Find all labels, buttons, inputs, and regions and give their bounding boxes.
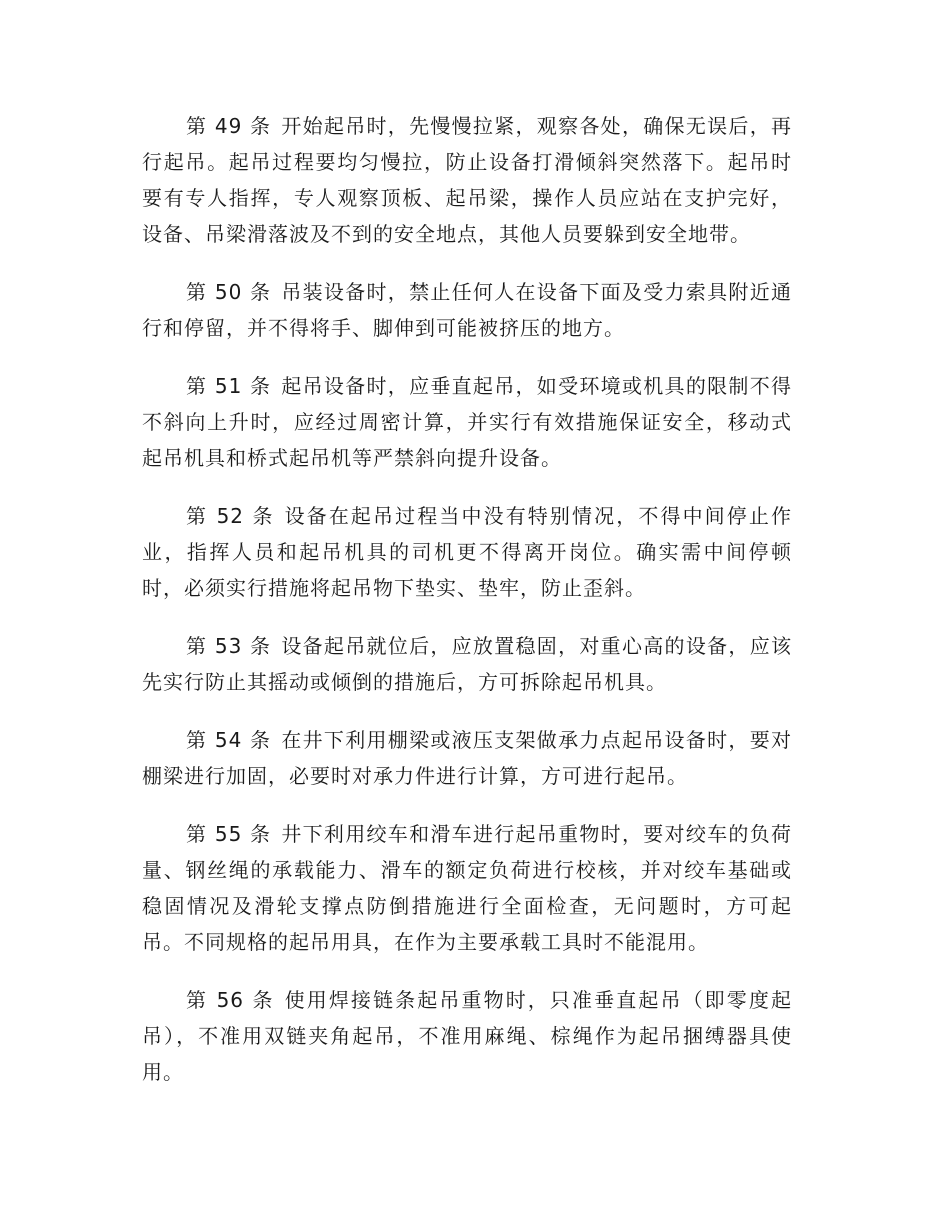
article-number: 第 50 条 (186, 280, 272, 304)
article-text: 开始起吊时，先慢慢拉紧，观察各处，确保无误后，再行起吊。起吊过程要均匀慢拉，防止设备打滑倾斜突然落下。起吊时要有专人指挥，专人观察顶板、起吊梁，操作人员应站在支护完好，设备、吊梁滑落波及不到的安全地点，其他人员要躲到安全地带。 (142, 114, 792, 246)
article-number: 第 56 条 (186, 988, 275, 1012)
article-text: 设备在起吊过程当中没有特别情况，不得中间停止作业，指挥人员和起吊机具的司机更不得离开岗位。确实需中间停顿时，必须实行措施将起吊物下垫实、垫牢，防止歪斜。 (142, 504, 793, 600)
article-53-paragraph (142, 628, 792, 700)
article-text: 吊装设备时，禁止任何人在设备下面及受力索具附近通行和停留，并不得将手、脚伸到可能被挤压的地方。 (142, 280, 792, 340)
article-number: 第 55 条 (186, 822, 272, 846)
document-body (142, 108, 792, 1112)
article-number: 第 49 条 (186, 114, 272, 138)
article-55-paragraph (142, 816, 792, 960)
article-text: 井下利用绞车和滑车进行起吊重物时，要对绞车的负荷量、钢丝绳的承载能力、滑车的额定负荷进行校核，并对绞车基础或稳固情况及滑轮支撑点防倒措施进行全面检查，无问题时，方可起吊。不同规格的起吊用具，在作为主要承载工具时不能混用。 (142, 822, 792, 954)
article-56-paragraph (142, 982, 792, 1090)
article-50-paragraph (142, 274, 792, 346)
article-54-paragraph (142, 722, 792, 794)
article-49-paragraph (142, 108, 792, 252)
article-number: 第 54 条 (186, 728, 272, 752)
article-52-paragraph (142, 498, 792, 606)
article-number: 第 51 条 (186, 374, 272, 398)
article-text: 起吊设备时，应垂直起吊，如受环境或机具的限制不得不斜向上升时，应经过周密计算，并实行有效措施保证安全，移动式起吊机具和桥式起吊机等严禁斜向提升设备。 (142, 374, 792, 470)
article-text: 在井下利用棚梁或液压支架做承力点起吊设备时，要对棚梁进行加固，必要时对承力件进行计算，方可进行起吊。 (142, 728, 792, 788)
article-51-paragraph (142, 368, 792, 476)
article-text: 使用焊接链条起吊重物时，只准垂直起吊（即零度起吊），不准用双链夹角起吊，不准用麻绳、棕绳作为起吊捆缚器具使用。 (142, 988, 793, 1084)
article-number: 第 52 条 (186, 504, 275, 528)
article-text: 设备起吊就位后，应放置稳固，对重心高的设备，应该先实行防止其摇动或倾倒的措施后，方可拆除起吊机具。 (142, 634, 792, 694)
article-number: 第 53 条 (186, 634, 272, 658)
